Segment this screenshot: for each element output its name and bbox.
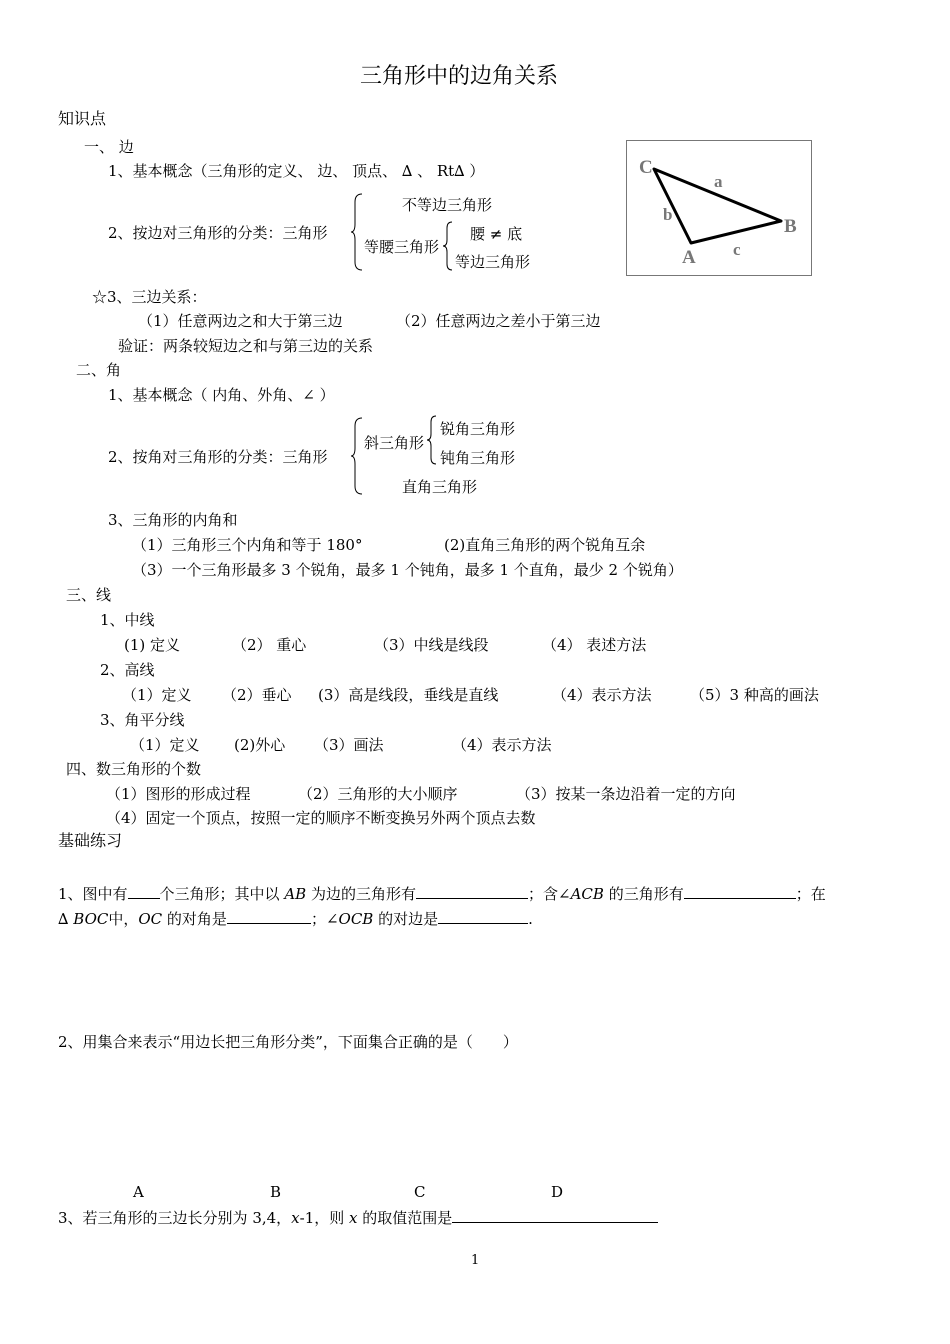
median-item: （3）中线是线段 — [374, 636, 489, 654]
count-item: （1）图形的形成过程 — [106, 785, 251, 803]
altitude-item: （4）表示方法 — [552, 686, 652, 704]
option-d[interactable]: D — [551, 1183, 564, 1201]
blank-1[interactable] — [128, 884, 160, 899]
triangle-figure — [626, 140, 812, 276]
class-leg-ne-base: 腰 ≠ 底 — [470, 225, 523, 243]
class-obtuse: 钝角三角形 — [440, 449, 516, 467]
bisector-item: （4）表示方法 — [452, 736, 552, 754]
class-acute: 锐角三角形 — [440, 420, 516, 438]
option-a[interactable]: A — [133, 1183, 144, 1201]
relation-difference: （2）任意两边之差小于第三边 — [396, 312, 601, 330]
section-angles-heading: 二、角 — [76, 361, 122, 379]
angles-classification-label: 2、按角对三角形的分类：三角形 — [108, 448, 328, 466]
blank-3[interactable] — [684, 884, 796, 899]
bisector-item: （1）定义 — [130, 736, 200, 754]
median-item: （2） 重心 — [232, 636, 307, 654]
oblique-brace — [426, 414, 438, 466]
knowledge-heading: 知识点 — [58, 109, 107, 128]
count-item-4: （4）固定一个顶点，按照一定的顺序不断变换另外两个顶点去数 — [106, 809, 536, 827]
blank-4[interactable] — [227, 909, 311, 924]
altitude-item: （1）定义 — [122, 686, 192, 704]
option-c[interactable]: C — [414, 1183, 426, 1201]
question-2: 2、用集合来表示“用边长把三角形分类”，下面集合正确的是（ ） — [58, 1033, 518, 1051]
relation-sum: （1）任意两边之和大于第三边 — [138, 312, 343, 330]
exercises-heading: 基础练习 — [58, 831, 123, 850]
angle-sum-1: （1）三角形三个内角和等于 180° — [132, 536, 363, 554]
altitude-item: （2）垂心 — [222, 686, 292, 704]
altitude-label: 2、高线 — [100, 661, 155, 679]
vertex-b-label: B — [784, 216, 797, 237]
option-b[interactable]: B — [270, 1183, 282, 1201]
page-number: 1 — [471, 1253, 480, 1268]
side-c-label: c — [733, 240, 741, 259]
median-item: (1) 定义 — [124, 636, 181, 654]
angles-concept: 1、基本概念（ 内角、外角、∠ ） — [108, 386, 335, 404]
page-title: 三角形中的边角关系 — [360, 64, 559, 89]
class-oblique: 斜三角形 — [364, 434, 425, 452]
count-item: （2）三角形的大小顺序 — [298, 785, 458, 803]
isosceles-brace — [442, 220, 454, 272]
class-right: 直角三角形 — [402, 478, 478, 496]
sides-classification-label: 2、按边对三角形的分类：三角形 — [108, 224, 328, 242]
bisector-item: (2)外心 — [234, 736, 286, 754]
angle-sum-3: （3）一个三角形最多 3 个锐角，最多 1 个钝角，最多 1 个直角，最少 2 个锐角） — [132, 561, 683, 579]
question-3: 3、若三角形的三边长分别为 3,4，x-1，则 x 的取值范围是 — [58, 1208, 658, 1227]
angles-class-brace — [350, 416, 364, 496]
section-sides-heading: 一、 边 — [84, 138, 134, 156]
sides-concept: 1、基本概念（三角形的定义、 边、 顶点、 ∆ 、 Rt∆ ） — [108, 162, 485, 180]
angle-sum-label: 3、三角形的内角和 — [108, 511, 238, 529]
altitude-item: （5）3 种高的画法 — [690, 686, 819, 704]
question-1-line-1: 1、图中有 个三角形；其中以 AB 为边的三角形有 ；含∠ACB 的三角形有 ；在 — [58, 885, 826, 903]
vertex-a-label: A — [682, 247, 696, 268]
angle-sum-2: (2)直角三角形的两个锐角互余 — [444, 536, 646, 554]
bisector-label: 3、角平分线 — [100, 711, 185, 729]
class-equilateral: 等边三角形 — [455, 253, 531, 271]
class-isosceles: 等腰三角形 — [364, 238, 440, 256]
blank-5[interactable] — [438, 909, 528, 924]
median-item: （4） 表述方法 — [542, 636, 647, 654]
sides-class-brace — [350, 192, 364, 272]
relation-verify: 验证：两条较短边之和与第三边的关系 — [118, 337, 374, 355]
section-count-heading: 四、数三角形的个数 — [66, 760, 202, 778]
side-a-label: a — [714, 172, 723, 191]
median-label: 1、中线 — [100, 611, 155, 629]
section-lines-heading: 三、线 — [66, 586, 112, 604]
vertex-c-label: C — [639, 157, 653, 178]
blank-6[interactable] — [452, 1208, 658, 1223]
question-1-line-2: ∆ BOC中，OC 的对角是 ；∠OCB 的对边是 . — [58, 910, 533, 928]
count-item: （3）按某一条边沿着一定的方向 — [516, 785, 736, 803]
altitude-item: (3）高是线段，垂线是直线 — [318, 686, 499, 704]
three-sides-relation-label: ☆3、三边关系： — [92, 288, 207, 306]
bisector-item: （3）画法 — [314, 736, 384, 754]
blank-2[interactable] — [416, 884, 528, 899]
side-b-label: b — [663, 205, 673, 224]
class-scalene: 不等边三角形 — [402, 196, 493, 214]
